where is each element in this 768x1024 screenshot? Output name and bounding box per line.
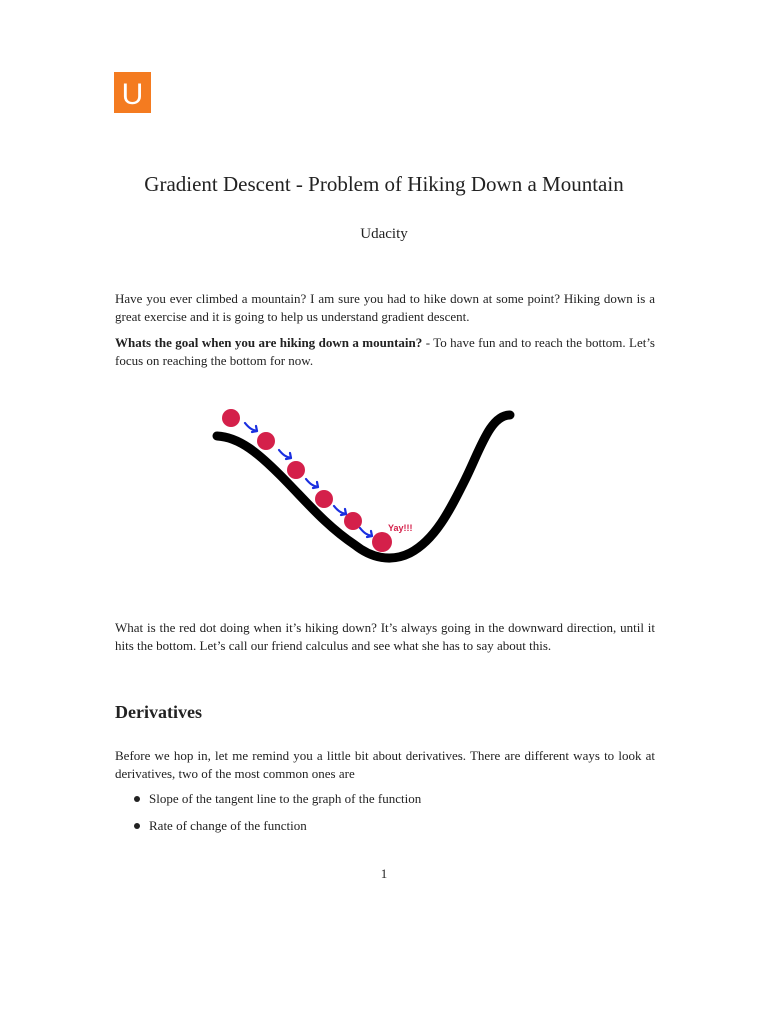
document-title: Gradient Descent - Problem of Hiking Down a Mountain — [144, 172, 624, 196]
derivatives-paragraph: Before we hop in, let me remind you a little bit about derivatives. There are different ways to look at derivatives, two of the most common ones are — [115, 748, 655, 781]
list-item — [115, 817, 421, 844]
document-author: Udacity — [360, 226, 408, 242]
intro-paragraph: Have you ever climbed a mountain? I am sure you had to hike down at some point? Hiking down is a great exercise and it is going to help us understand gradient descent. — [115, 291, 655, 324]
section-heading-derivatives: Derivatives — [115, 702, 202, 722]
goal-question: Whats the goal when you are hiking down a mountain? — [115, 335, 423, 350]
bullet-icon — [134, 796, 140, 802]
goal-answer: - To have fun and to reach the bottom. Let’s focus on reaching the bottom for now. — [115, 335, 655, 368]
arrow-icon — [360, 528, 372, 537]
list-item — [115, 790, 421, 817]
arrow-icon — [245, 423, 257, 432]
list-item-text: Slope of the tangent line to the graph of the function — [149, 791, 422, 806]
red-dot-paragraph: What is the red dot doing when it’s hiking down? It’s always going in the downward direction, until it hits the bottom. Let’s call our friend calculus and see what she has to say about this. — [115, 620, 655, 653]
arrow-icon — [306, 479, 318, 488]
derivative-views-list — [115, 790, 421, 844]
yay-annotation: Yay!!! — [388, 523, 413, 533]
page-number: 1 — [380, 866, 388, 881]
red-dot — [372, 532, 392, 552]
mountain-illustration — [195, 395, 525, 575]
red-dot — [315, 490, 333, 508]
arrow-icon — [279, 450, 291, 459]
hiking-figure — [195, 395, 525, 575]
list-item-text: Rate of change of the function — [149, 818, 307, 833]
red-dot — [257, 432, 275, 450]
goal-paragraph — [115, 334, 655, 369]
arrow-icon — [334, 506, 346, 515]
red-dot — [287, 461, 305, 479]
bullet-icon — [134, 823, 140, 829]
logo-letter: U — [121, 78, 144, 111]
udacity-logo — [114, 72, 151, 113]
red-dot — [222, 409, 240, 427]
udacity-logo-icon — [114, 72, 151, 113]
